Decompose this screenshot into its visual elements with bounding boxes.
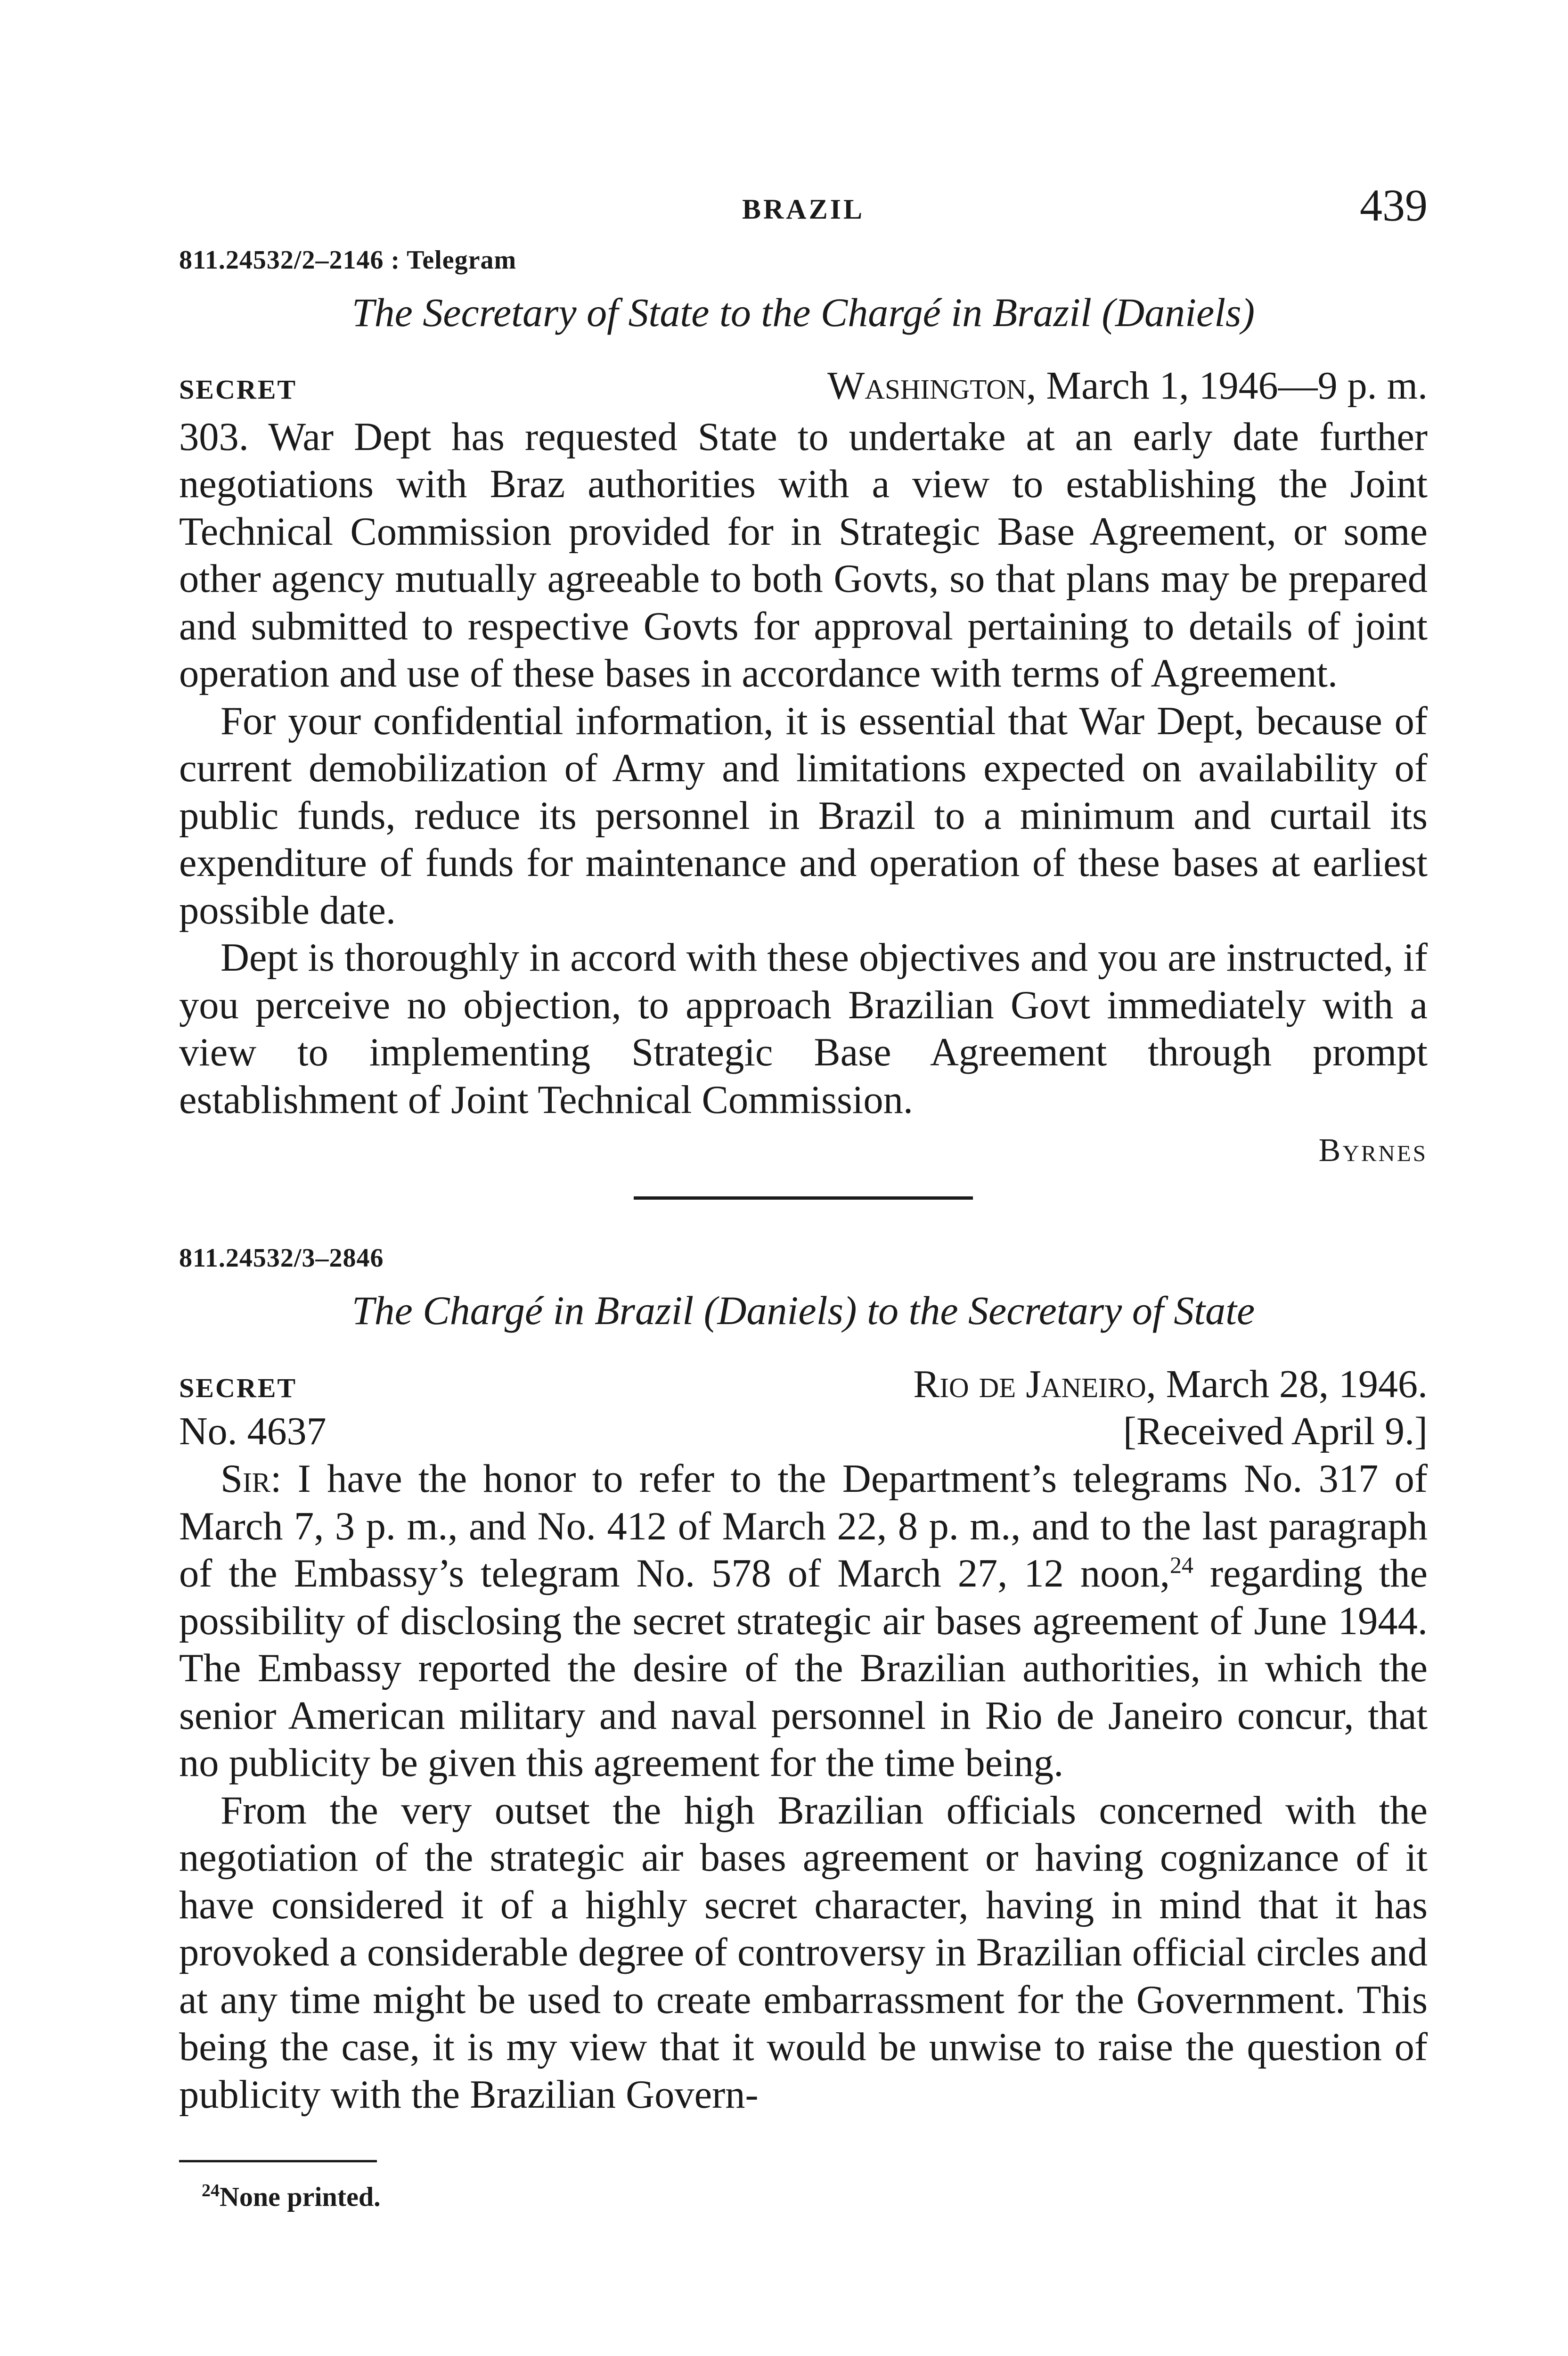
document-despatch-4637 [179,1243,1428,2119]
paragraph-text: regarding the possibility of disclosing the secret strategic air bases agreement of June 1944. The Embassy reported the desire of the Brazilian authorities, in which the senior American military and naval personnel in Rio de Janeiro concur, that no publicity be given this agreement for the time being. [179,1552,1428,1785]
dateline [179,1361,1428,1408]
footnote-text: None printed. [220,2181,381,2212]
received-date: [Received April 9.] [1123,1409,1428,1454]
file-reference: 811.24532/3–2846 [179,1243,384,1273]
document-title: The Secretary of State to the Chargé in Brazil (Daniels) [351,290,1255,335]
date-text: , March 28, 1946. [1146,1362,1428,1406]
place-name: Washington [827,364,1027,408]
paragraph: For your confidential information, it is essential that War Dept, because of current demobilization of Army and limitations expected on availability of public funds, reduce its personnel in Brazil to a minimum and curtail its expenditure of funds for maintenance and operation of these bases at earliest possible date. [179,699,1428,933]
document-title: The Chargé in Brazil (Daniels) to the Secretary of State [351,1288,1255,1333]
document-telegram-303 [179,245,1428,1172]
salutation: Sir [220,1457,270,1501]
running-head [179,179,1428,236]
paragraph: 303. War Dept has requested State to undertake at an early date further negotiations with Braz authorities with a view to establishing the Joint Technical Commission provided for in Strategic Base Agreement, or some other agency mutually agreeable to both Govts, so that plans may be prepared and submitted to respective Govts for approval pertaining to details of joint operation and use of these bases in accordance with terms of Agreement. [179,415,1428,696]
file-reference: 811.24532/2–2146 : Telegram [179,245,517,275]
classification-label: SECRET [179,1372,297,1403]
place-date [913,1361,1428,1408]
despatch-number: No. 4637 [179,1409,327,1454]
place-name: Rio de Janeiro [913,1362,1146,1406]
footnote [202,2180,1428,2212]
running-title: BRAZIL [742,194,865,225]
footnote-reference: 24 [1170,1552,1193,1579]
signature: Byrnes [1318,1132,1428,1169]
classification-label: SECRET [179,374,297,405]
paragraph [179,1456,1428,1787]
date-text: , March 1, 1946—9 p. m. [1026,364,1428,408]
place-date [827,362,1428,410]
footnote-mark: 24 [202,2181,220,2201]
paragraph-text: : I have the honor to refer to the Department’s telegrams No. 317 of March 7, 3 p. m., and No. 412 of March 22, 8 p. m., and to the last paragraph of the Embassy’s telegram No. 578 of March 27, 12 noon, [179,1457,1428,1596]
section-divider [634,1196,973,1200]
dateline [179,362,1428,410]
despatch-number-line [179,1408,1428,1456]
page-number: 439 [1360,180,1428,230]
document-page [179,179,1428,2213]
paragraph: Dept is thoroughly in accord with these objectives and you are instructed, if you perceive no objection, to approach Brazilian Govt immediately with a view to implementing Strategic Base Agreement through prompt establishment of Joint Technical Commission. [179,936,1428,1122]
footnote-rule [179,2160,377,2162]
paragraph: From the very outset the high Brazilian officials concerned with the negotiation of the strategic air bases agreement or having cognizance of it have considered it of a highly secret character, having in mind that it has provoked a considerable degree of controversy in Brazilian official circles and at any time might be used to create embarrassment for the Government. This being the case, it is my view that it would be unwise to raise the question of publicity with the Brazilian Govern- [179,1788,1428,2117]
